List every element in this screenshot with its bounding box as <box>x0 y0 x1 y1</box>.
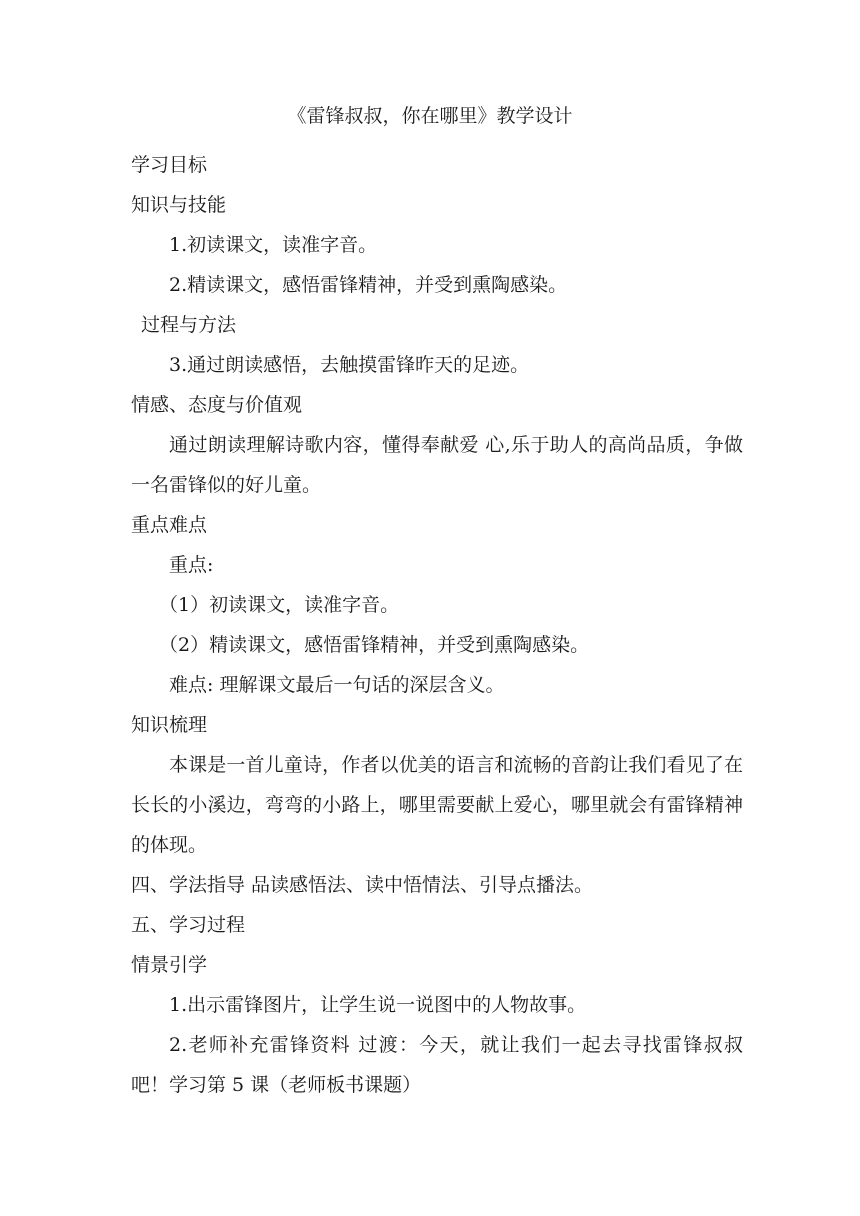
step-item-1: 1.出示雷锋图片，让学生说一说图中的人物故事。 <box>169 994 587 1016</box>
heading-process-method: 过程与方法 <box>141 314 237 336</box>
heading-key-difficult: 重点难点 <box>131 514 208 536</box>
goal-item-1: 1.初读课文，读准字音。 <box>169 234 378 256</box>
heading-knowledge-sort: 知识梳理 <box>131 714 208 736</box>
heading-learning-process: 五、学习过程 <box>131 914 246 936</box>
key-item-2: （2）精读课文，感悟雷锋精神，并受到熏陶感染。 <box>159 634 590 656</box>
key-label: 重点: <box>169 554 214 576</box>
step-item-2: 2.老师补充雷锋资料 过渡：今天，就让我们一起去寻找雷锋叔叔吧！学习第 5 课（老师板书课题） <box>131 1034 743 1096</box>
document-body <box>131 145 743 1105</box>
document-title: 《雷锋叔叔，你在哪里》教学设计 <box>287 105 573 127</box>
heading-learning-goals: 学习目标 <box>131 154 208 176</box>
knowledge-paragraph: 本课是一首儿童诗，作者以优美的语言和流畅的音韵让我们看见了在长长的小溪边，弯弯的小路上，哪里需要献上爱心，哪里就会有雷锋精神的体现。 <box>131 754 743 856</box>
goal-item-2: 2.精读课文，感悟雷锋精神，并受到熏陶感染。 <box>169 274 568 296</box>
goal-item-3: 3.通过朗读感悟，去触摸雷锋昨天的足迹。 <box>169 354 530 376</box>
heading-scene-intro: 情景引学 <box>131 954 208 976</box>
emotion-paragraph: 通过朗读理解诗歌内容，懂得奉献爱 心,乐于助人的高尚品质，争做一名雷锋似的好儿童。 <box>131 434 743 496</box>
heading-knowledge-skills: 知识与技能 <box>131 194 227 216</box>
difficulty-text: 难点: 理解课文最后一句话的深层含义。 <box>169 674 505 696</box>
key-item-1: （1）初读课文，读准字音。 <box>159 594 400 616</box>
heading-emotion-values: 情感、态度与价值观 <box>131 394 303 416</box>
method-guide-line: 四、学法指导 品读感悟法、读中悟情法、引导点播法。 <box>131 874 594 896</box>
